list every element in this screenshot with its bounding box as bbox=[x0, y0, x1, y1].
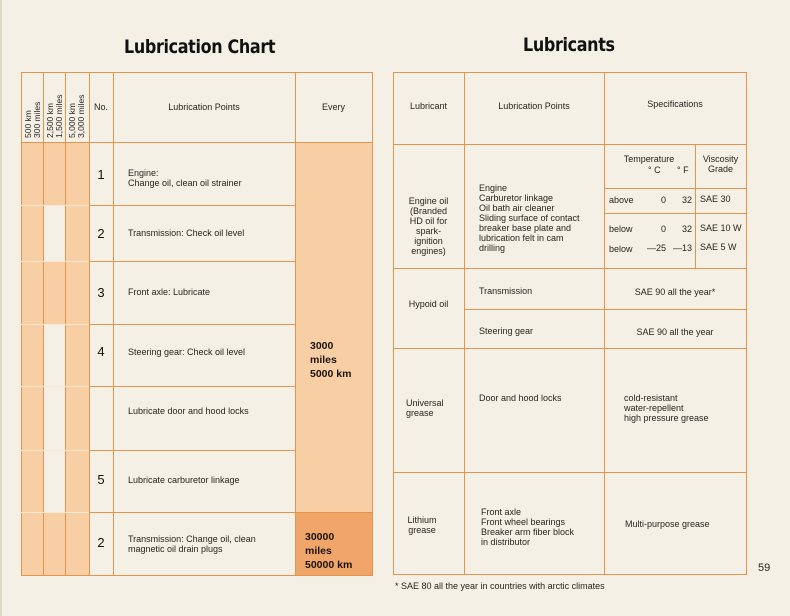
interval-header-1-miles: 300 miles bbox=[32, 101, 42, 138]
row-7-point: Transmission: Change oil, clean magnetic oil drain plugs bbox=[128, 534, 256, 554]
universal-grease-point: Door and hood locks bbox=[479, 393, 562, 403]
footnote: * SAE 80 all the year in countries with arctic climates bbox=[395, 581, 605, 591]
spec-row-1-condition: above bbox=[609, 195, 634, 205]
spec-row-3-grade: SAE 5 W bbox=[700, 242, 737, 252]
lithium-grease-points: Front axle Front wheel bearings Breaker arm fiber block in distributor bbox=[481, 507, 575, 547]
viscosity-grade-header: Viscosity Grade bbox=[702, 154, 739, 174]
lubricants-points-header: Lubrication Points bbox=[498, 101, 570, 111]
lithium-grease-spec: Multi-purpose grease bbox=[625, 519, 710, 529]
row-1-point: Engine: Change oil, clean oil strainer bbox=[128, 168, 242, 188]
hypoid-oil-name: Hypoid oil bbox=[408, 299, 449, 309]
interval-header-3-miles: 3,000 miles bbox=[76, 94, 86, 138]
spec-row-1-grade: SAE 30 bbox=[700, 194, 731, 204]
interval-header-2-km: 2,500 km bbox=[45, 103, 55, 138]
lubricant-header: Lubricant bbox=[409, 101, 448, 111]
spec-row-2-condition: below bbox=[609, 224, 633, 234]
row-6-number: 5 bbox=[97, 472, 105, 487]
temperature-header: Temperature bbox=[623, 154, 675, 164]
spec-row-3-f: —13 bbox=[672, 243, 692, 253]
row-7-number: 2 bbox=[97, 535, 105, 550]
row-6-point: Lubricate carburetor linkage bbox=[128, 475, 240, 485]
celsius-header: ° C bbox=[648, 165, 661, 175]
page-number: 59 bbox=[758, 562, 771, 574]
spec-row-3-condition: below bbox=[609, 244, 633, 254]
interval-header-2-miles: 1,500 miles bbox=[54, 94, 64, 138]
interval-header-1-km: 500 km bbox=[23, 110, 33, 138]
row-2-point: Transmission: Check oil level bbox=[128, 228, 245, 238]
every-header: Every bbox=[321, 102, 345, 112]
hypoid-point-transmission: Transmission bbox=[479, 286, 533, 296]
spec-row-2-c: 0 bbox=[660, 224, 666, 234]
fahrenheit-header: ° F bbox=[677, 165, 689, 175]
spec-row-1-f: 32 bbox=[681, 195, 692, 205]
row-2-number: 2 bbox=[97, 226, 105, 241]
lubrication-chart-title: Lubrication Chart bbox=[124, 36, 276, 58]
row-5-point: Lubricate door and hood locks bbox=[128, 406, 249, 416]
row-1-number: 1 bbox=[97, 167, 105, 182]
universal-grease-spec: cold-resistant water-repellent high pressure grease bbox=[624, 393, 709, 423]
universal-grease-name: Universal grease bbox=[406, 398, 444, 418]
every-3000-miles: 3000 miles 5000 km bbox=[310, 340, 352, 380]
row-3-number: 3 bbox=[97, 285, 105, 300]
spec-row-2-grade: SAE 10 W bbox=[700, 223, 742, 233]
hypoid-point-steering-gear: Steering gear bbox=[479, 326, 534, 336]
hypoid-spec-steering-gear: SAE 90 all the year bbox=[636, 327, 714, 337]
engine-oil-points: Engine Carburetor linkage Oil bath air cleaner Sliding surface of contact breaker base plate and lubrication felt in cam drilling bbox=[479, 183, 580, 253]
hypoid-spec-transmission: SAE 90 all the year* bbox=[634, 287, 716, 297]
lubrication-points-header: Lubrication Points bbox=[168, 102, 240, 112]
engine-oil-name: Engine oil (Branded HD oil for spark- ignition engines) bbox=[408, 196, 449, 256]
row-4-number: 4 bbox=[97, 344, 105, 359]
row-4-point: Steering gear: Check oil level bbox=[128, 347, 246, 357]
spec-row-3-c: —25 bbox=[646, 243, 666, 253]
spec-row-1-c: 0 bbox=[660, 195, 666, 205]
row-3-point: Front axle: Lubricate bbox=[128, 287, 211, 297]
interval-header-3-km: 5,000 km bbox=[67, 103, 77, 138]
spec-row-2-f: 32 bbox=[681, 224, 692, 234]
no-header: No. bbox=[93, 102, 108, 112]
every-30000-miles: 30000 miles 50000 km bbox=[305, 531, 353, 571]
lubricants-title: Lubricants bbox=[523, 34, 615, 56]
specifications-header: Specifications bbox=[647, 99, 703, 109]
lithium-grease-name: Lithium grease bbox=[407, 515, 437, 535]
